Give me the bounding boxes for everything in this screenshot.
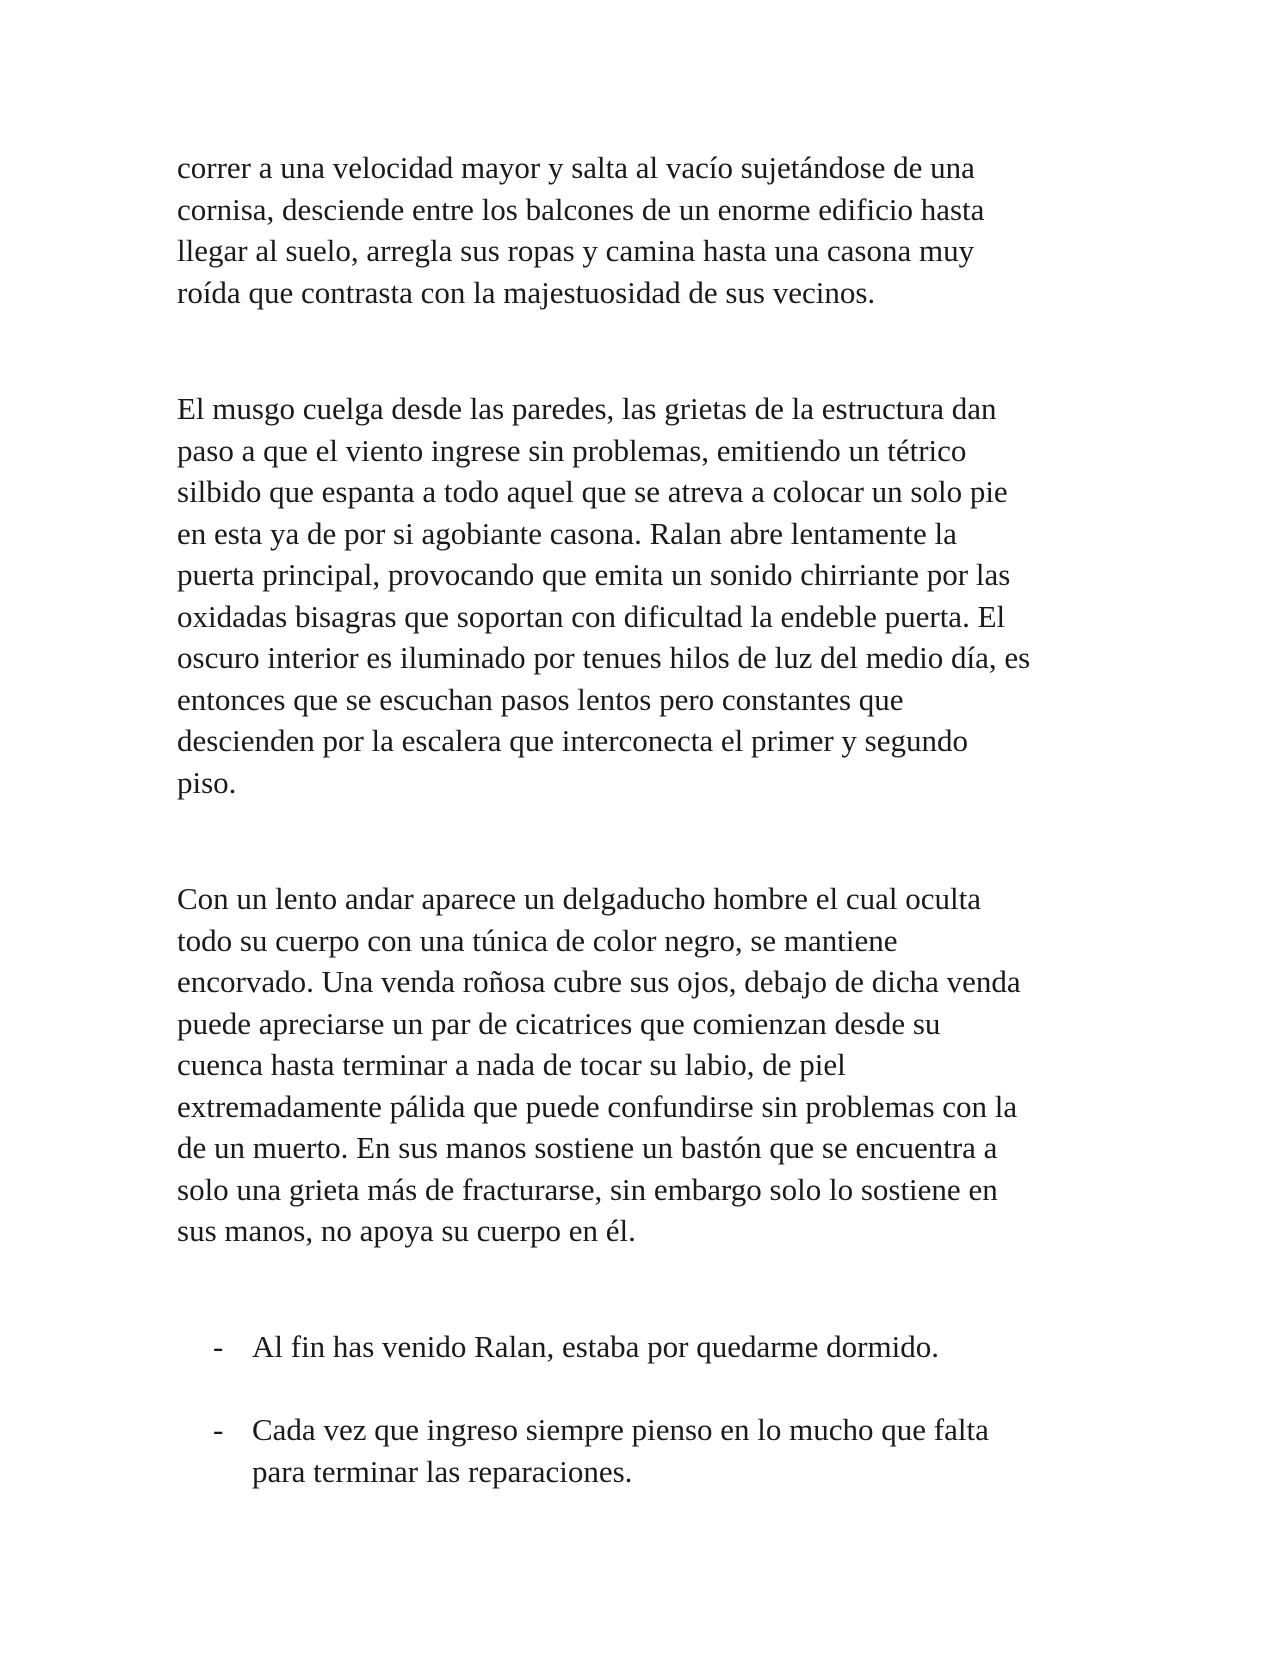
- dialogue-dash: -: [213, 1412, 224, 1447]
- text-line: descienden por la escalera que interconecta el primer y segundo: [177, 723, 968, 758]
- text-line: Al fin has venido Ralan, estaba por quedarme dormido.: [252, 1329, 939, 1364]
- text-line: puerta principal, provocando que emita un sonido chirriante por las: [177, 557, 1011, 592]
- paragraph-1: [177, 147, 1107, 313]
- text-line: paso a que el viento ingrese sin problemas, emitiendo un tétrico: [177, 432, 967, 468]
- text-line: llegar al suelo, arregla sus ropas y camina hasta una casona muy: [177, 233, 975, 268]
- text-line: oscuro interior es iluminado por tenues hilos de luz del medio día, es: [177, 640, 1031, 675]
- text-line: extremadamente pálida que puede confundirse sin problemas con la: [177, 1088, 1018, 1124]
- text-line: oxidadas bisagras que soportan con dificultad la endeble puerta. El: [177, 598, 1006, 634]
- text-line: entonces que se escuchan pasos lentos pero constantes que: [177, 681, 904, 717]
- dialogue-text: [252, 1326, 1112, 1368]
- text-line: solo una grieta más de fracturarse, sin embargo solo lo sostiene en: [177, 1171, 998, 1207]
- text-line: roída que contrasta con la majestuosidad de sus vecinos.: [177, 274, 876, 310]
- text-line: para terminar las reparaciones.: [252, 1453, 633, 1489]
- text-line: cuenca hasta terminar a nada de tocar su labio, de piel: [177, 1047, 846, 1082]
- text-line: Con un lento andar aparece un delgaducho hombre el cual oculta: [177, 881, 981, 916]
- text-line: en esta ya de por si agobiante casona. Ralan abre lentamente la: [177, 515, 957, 551]
- text-line: Cada vez que ingreso siempre pienso en lo mucho que falta: [252, 1412, 989, 1447]
- text-line: silbido que espanta a todo aquel que se atreva a colocar un solo pie: [177, 474, 1008, 509]
- text-line: todo su cuerpo con una túnica de color negro, se mantiene: [177, 922, 898, 958]
- text-line: El musgo cuelga desde las paredes, las grietas de la estructura dan: [177, 391, 997, 426]
- dialogue-text: [252, 1409, 1112, 1492]
- text-line: puede apreciarse un par de cicatrices que comienzan desde su: [177, 1005, 941, 1041]
- text-line: encorvado. Una venda roñosa cubre sus ojos, debajo de dicha venda: [177, 964, 1021, 999]
- text-line: correr a una velocidad mayor y salta al vacío sujetándose de una: [177, 150, 975, 185]
- text-line: cornisa, desciende entre los balcones de un enorme edificio hasta: [177, 191, 985, 227]
- dialogue-dash: -: [213, 1329, 224, 1364]
- text-line: de un muerto. En sus manos sostiene un bastón que se encuentra a: [177, 1130, 998, 1165]
- paragraph-2: [177, 388, 1107, 803]
- paragraph-3: [177, 878, 1107, 1252]
- text-line: piso.: [177, 764, 237, 800]
- text-line: sus manos, no apoya su cuerpo en él.: [177, 1213, 636, 1248]
